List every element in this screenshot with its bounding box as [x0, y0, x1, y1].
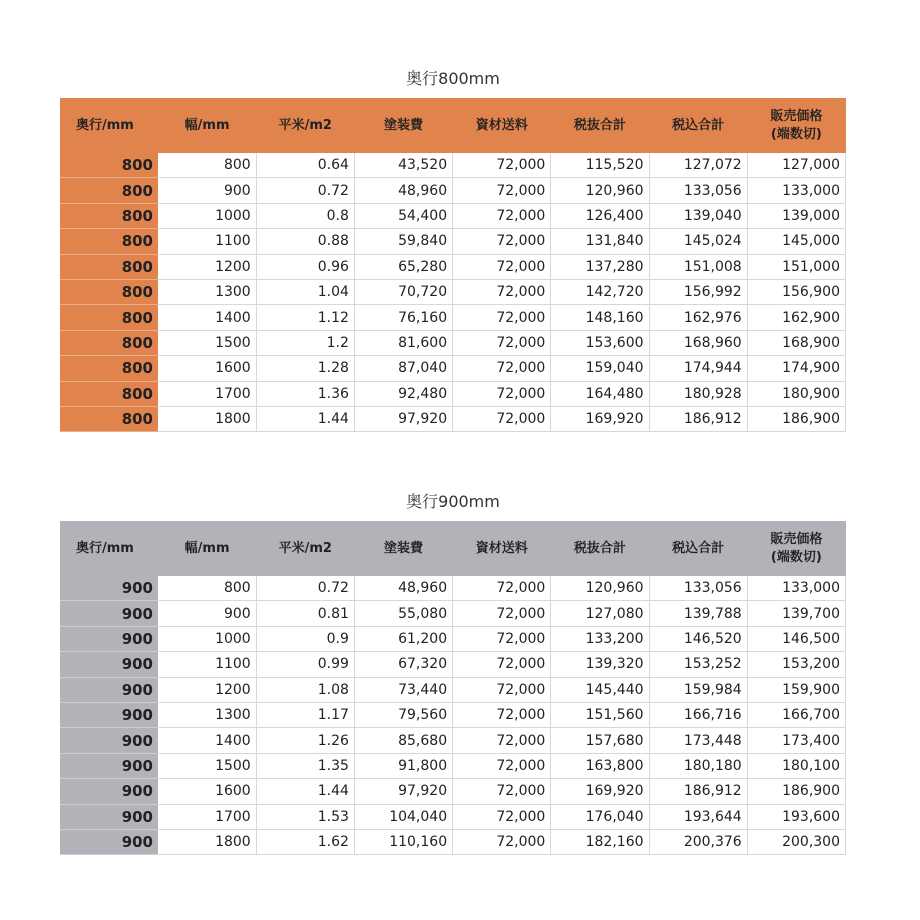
table-cell: 1400 [158, 305, 256, 330]
table-row [60, 203, 846, 228]
table-cell: 72,000 [453, 576, 551, 601]
table-title: 奥行900mm [406, 492, 500, 511]
table-row [60, 178, 846, 203]
table-cell: 0.64 [256, 153, 354, 178]
table-cell: 1.44 [256, 779, 354, 804]
table-cell: 133,056 [649, 576, 747, 601]
column-header [158, 521, 256, 576]
table-cell: 800 [158, 576, 256, 601]
table-cell: 900 [158, 601, 256, 626]
table-cell: 54,400 [354, 203, 452, 228]
column-header-text: 税抜合計 [573, 540, 626, 556]
table-cell: 159,900 [747, 677, 845, 702]
table-cell: 1600 [158, 356, 256, 381]
table-cell: 800 [158, 153, 256, 178]
table-row [60, 677, 846, 702]
header-row [60, 98, 846, 153]
table-row [60, 779, 846, 804]
table-cell: 173,448 [649, 728, 747, 753]
table-cell: 1800 [158, 829, 256, 854]
table-cell: 193,600 [747, 804, 845, 829]
column-header [256, 98, 354, 153]
table-cell: 72,000 [453, 254, 551, 279]
column-header-text: 奥行/mm [76, 540, 134, 556]
column-header-text: 資材送料 [475, 117, 528, 133]
column-header-text: 税込合計 [672, 540, 725, 556]
table-cell: 1000 [158, 626, 256, 651]
table-cell: 0.8 [256, 203, 354, 228]
table-cell: 146,520 [649, 626, 747, 651]
depth-cell: 800 [60, 153, 158, 178]
table-cell: 1500 [158, 753, 256, 778]
column-header-text: 平米/m2 [278, 117, 332, 133]
table-cell: 1700 [158, 804, 256, 829]
table-cell: 180,900 [747, 381, 845, 406]
table-cell: 97,920 [354, 406, 452, 431]
column-header-text: 販売価格 [770, 108, 823, 124]
table-cell: 168,900 [747, 330, 845, 355]
column-header [551, 521, 649, 576]
depth-cell: 800 [60, 356, 158, 381]
table-cell: 145,000 [747, 229, 845, 254]
table-row [60, 279, 846, 304]
table-cell: 186,900 [747, 779, 845, 804]
table-cell: 0.81 [256, 601, 354, 626]
table-cell: 139,700 [747, 601, 845, 626]
table-cell: 43,520 [354, 153, 452, 178]
table-cell: 163,800 [551, 753, 649, 778]
table-row [60, 626, 846, 651]
table-cell: 73,440 [354, 677, 452, 702]
table-cell: 133,000 [747, 178, 845, 203]
column-header-text: 幅/mm [184, 117, 230, 133]
table-row [60, 601, 846, 626]
table-cell: 72,000 [453, 381, 551, 406]
column-header [551, 98, 649, 153]
column-header [649, 521, 747, 576]
table-cell: 1.26 [256, 728, 354, 753]
table-cell: 153,252 [649, 652, 747, 677]
table-cell: 115,520 [551, 153, 649, 178]
table-cell: 1.28 [256, 356, 354, 381]
table-cell: 120,960 [551, 178, 649, 203]
table-cell: 87,040 [354, 356, 452, 381]
table-cell: 72,000 [453, 356, 551, 381]
column-header-text: (端数切) [770, 126, 822, 142]
table-row [60, 728, 846, 753]
table-cell: 1.36 [256, 381, 354, 406]
table-row [60, 330, 846, 355]
table-cell: 72,000 [453, 626, 551, 651]
table-cell: 92,480 [354, 381, 452, 406]
table-cell: 162,900 [747, 305, 845, 330]
table-cell: 166,700 [747, 702, 845, 727]
depth-cell: 900 [60, 652, 158, 677]
table-cell: 48,960 [354, 178, 452, 203]
table-cell: 166,716 [649, 702, 747, 727]
table-row [60, 753, 846, 778]
table-cell: 0.99 [256, 652, 354, 677]
table-cell: 151,560 [551, 702, 649, 727]
table-cell: 91,800 [354, 753, 452, 778]
table-cell: 65,280 [354, 254, 452, 279]
table-cell: 59,840 [354, 229, 452, 254]
table-cell: 72,000 [453, 601, 551, 626]
table-cell: 151,008 [649, 254, 747, 279]
table-cell: 72,000 [453, 178, 551, 203]
table-cell: 168,960 [649, 330, 747, 355]
depth-cell: 900 [60, 829, 158, 854]
table-row [60, 153, 846, 178]
table-row [60, 576, 846, 601]
table-cell: 139,000 [747, 203, 845, 228]
table-cell: 1.08 [256, 677, 354, 702]
column-header-text: (端数切) [770, 549, 822, 565]
depth-cell: 900 [60, 626, 158, 651]
table-cell: 1.2 [256, 330, 354, 355]
column-header [747, 98, 845, 153]
column-header [158, 98, 256, 153]
table-cell: 145,024 [649, 229, 747, 254]
table-cell: 1.04 [256, 279, 354, 304]
table-cell: 1500 [158, 330, 256, 355]
table-row [60, 305, 846, 330]
depth-cell: 900 [60, 779, 158, 804]
table-cell: 186,912 [649, 406, 747, 431]
table-row [60, 229, 846, 254]
column-header [256, 521, 354, 576]
table-cell: 0.9 [256, 626, 354, 651]
table-cell: 139,040 [649, 203, 747, 228]
table-cell: 0.88 [256, 229, 354, 254]
table-row [60, 804, 846, 829]
table-cell: 200,376 [649, 829, 747, 854]
price-table-800 [60, 98, 846, 432]
table-cell: 127,072 [649, 153, 747, 178]
table-cell: 157,680 [551, 728, 649, 753]
table-cell: 153,200 [747, 652, 845, 677]
column-header-text: 資材送料 [475, 540, 528, 556]
column-header [453, 521, 551, 576]
column-header [649, 98, 747, 153]
table-cell: 127,080 [551, 601, 649, 626]
table-cell: 1000 [158, 203, 256, 228]
column-header-text: 幅/mm [184, 540, 230, 556]
column-header-text: 平米/m2 [278, 540, 332, 556]
table-cell: 72,000 [453, 829, 551, 854]
table-cell: 137,280 [551, 254, 649, 279]
table-cell: 1100 [158, 229, 256, 254]
table-cell: 0.72 [256, 178, 354, 203]
column-header [354, 521, 452, 576]
table-cell: 139,320 [551, 652, 649, 677]
column-header [453, 98, 551, 153]
table-cell: 142,720 [551, 279, 649, 304]
table-cell: 72,000 [453, 652, 551, 677]
table-cell: 1200 [158, 677, 256, 702]
table-cell: 180,100 [747, 753, 845, 778]
table-cell: 169,920 [551, 779, 649, 804]
price-table-900 [60, 521, 846, 855]
table-cell: 159,984 [649, 677, 747, 702]
table-cell: 164,480 [551, 381, 649, 406]
table-cell: 79,560 [354, 702, 452, 727]
table-cell: 61,200 [354, 626, 452, 651]
depth-cell: 800 [60, 229, 158, 254]
table-cell: 127,000 [747, 153, 845, 178]
table-row [60, 829, 846, 854]
table-cell: 169,920 [551, 406, 649, 431]
table-cell: 131,840 [551, 229, 649, 254]
table-cell: 193,644 [649, 804, 747, 829]
table-cell: 72,000 [453, 406, 551, 431]
depth-cell: 800 [60, 178, 158, 203]
table-cell: 70,720 [354, 279, 452, 304]
table-row [60, 381, 846, 406]
table-cell: 1.53 [256, 804, 354, 829]
table-cell: 72,000 [453, 702, 551, 727]
depth-cell: 800 [60, 406, 158, 431]
table-cell: 72,000 [453, 330, 551, 355]
table-row [60, 406, 846, 431]
depth-cell: 900 [60, 677, 158, 702]
column-header-text: 税込合計 [672, 117, 725, 133]
depth-cell: 800 [60, 330, 158, 355]
table-cell: 67,320 [354, 652, 452, 677]
depth-cell: 900 [60, 702, 158, 727]
table-cell: 133,000 [747, 576, 845, 601]
table-cell: 900 [158, 178, 256, 203]
depth-cell: 900 [60, 804, 158, 829]
table-row [60, 702, 846, 727]
table-cell: 1700 [158, 381, 256, 406]
table-cell: 156,900 [747, 279, 845, 304]
depth-cell: 900 [60, 601, 158, 626]
column-header [60, 98, 158, 153]
table-cell: 176,040 [551, 804, 649, 829]
table-cell: 1100 [158, 652, 256, 677]
table-cell: 72,000 [453, 804, 551, 829]
column-header-text: 塗装費 [384, 540, 424, 556]
table-cell: 1600 [158, 779, 256, 804]
table-cell: 0.72 [256, 576, 354, 601]
table-cell: 200,300 [747, 829, 845, 854]
table-row [60, 356, 846, 381]
table-cell: 72,000 [453, 779, 551, 804]
table-cell: 110,160 [354, 829, 452, 854]
table-cell: 145,440 [551, 677, 649, 702]
table-cell: 104,040 [354, 804, 452, 829]
table-cell: 0.96 [256, 254, 354, 279]
table-cell: 1400 [158, 728, 256, 753]
table-section-800 [60, 68, 846, 432]
depth-cell: 900 [60, 728, 158, 753]
table-cell: 72,000 [453, 279, 551, 304]
table-cell: 1.17 [256, 702, 354, 727]
table-cell: 1.12 [256, 305, 354, 330]
table-cell: 72,000 [453, 305, 551, 330]
table-cell: 186,912 [649, 779, 747, 804]
table-cell: 148,160 [551, 305, 649, 330]
table-cell: 139,788 [649, 601, 747, 626]
table-cell: 81,600 [354, 330, 452, 355]
table-cell: 162,976 [649, 305, 747, 330]
table-cell: 182,160 [551, 829, 649, 854]
column-header [60, 521, 158, 576]
depth-cell: 900 [60, 753, 158, 778]
header-row [60, 521, 846, 576]
table-cell: 97,920 [354, 779, 452, 804]
depth-cell: 800 [60, 381, 158, 406]
table-cell: 146,500 [747, 626, 845, 651]
table-cell: 153,600 [551, 330, 649, 355]
table-cell: 174,900 [747, 356, 845, 381]
table-cell: 173,400 [747, 728, 845, 753]
table-cell: 1200 [158, 254, 256, 279]
depth-cell: 800 [60, 203, 158, 228]
table-cell: 1.44 [256, 406, 354, 431]
table-title: 奥行800mm [406, 69, 500, 88]
table-cell: 156,992 [649, 279, 747, 304]
table-cell: 126,400 [551, 203, 649, 228]
table-cell: 133,200 [551, 626, 649, 651]
table-cell: 72,000 [453, 153, 551, 178]
column-header [747, 521, 845, 576]
table-cell: 1.62 [256, 829, 354, 854]
table-cell: 180,928 [649, 381, 747, 406]
table-cell: 55,080 [354, 601, 452, 626]
table-cell: 186,900 [747, 406, 845, 431]
table-cell: 133,056 [649, 178, 747, 203]
table-cell: 72,000 [453, 728, 551, 753]
table-cell: 72,000 [453, 753, 551, 778]
depth-cell: 900 [60, 576, 158, 601]
table-cell: 174,944 [649, 356, 747, 381]
table-cell: 180,180 [649, 753, 747, 778]
table-cell: 120,960 [551, 576, 649, 601]
table-cell: 151,000 [747, 254, 845, 279]
depth-cell: 800 [60, 254, 158, 279]
depth-cell: 800 [60, 305, 158, 330]
column-header-text: 税抜合計 [573, 117, 626, 133]
table-cell: 1800 [158, 406, 256, 431]
table-cell: 1.35 [256, 753, 354, 778]
table-cell: 72,000 [453, 229, 551, 254]
table-row [60, 254, 846, 279]
column-header [354, 98, 452, 153]
table-row [60, 652, 846, 677]
table-cell: 1300 [158, 702, 256, 727]
table-cell: 159,040 [551, 356, 649, 381]
column-header-text: 販売価格 [770, 531, 823, 547]
column-header-text: 奥行/mm [76, 117, 134, 133]
table-cell: 72,000 [453, 677, 551, 702]
table-section-900 [60, 491, 846, 855]
table-cell: 76,160 [354, 305, 452, 330]
table-cell: 72,000 [453, 203, 551, 228]
table-cell: 48,960 [354, 576, 452, 601]
depth-cell: 800 [60, 279, 158, 304]
table-cell: 1300 [158, 279, 256, 304]
column-header-text: 塗装費 [384, 117, 424, 133]
table-cell: 85,680 [354, 728, 452, 753]
